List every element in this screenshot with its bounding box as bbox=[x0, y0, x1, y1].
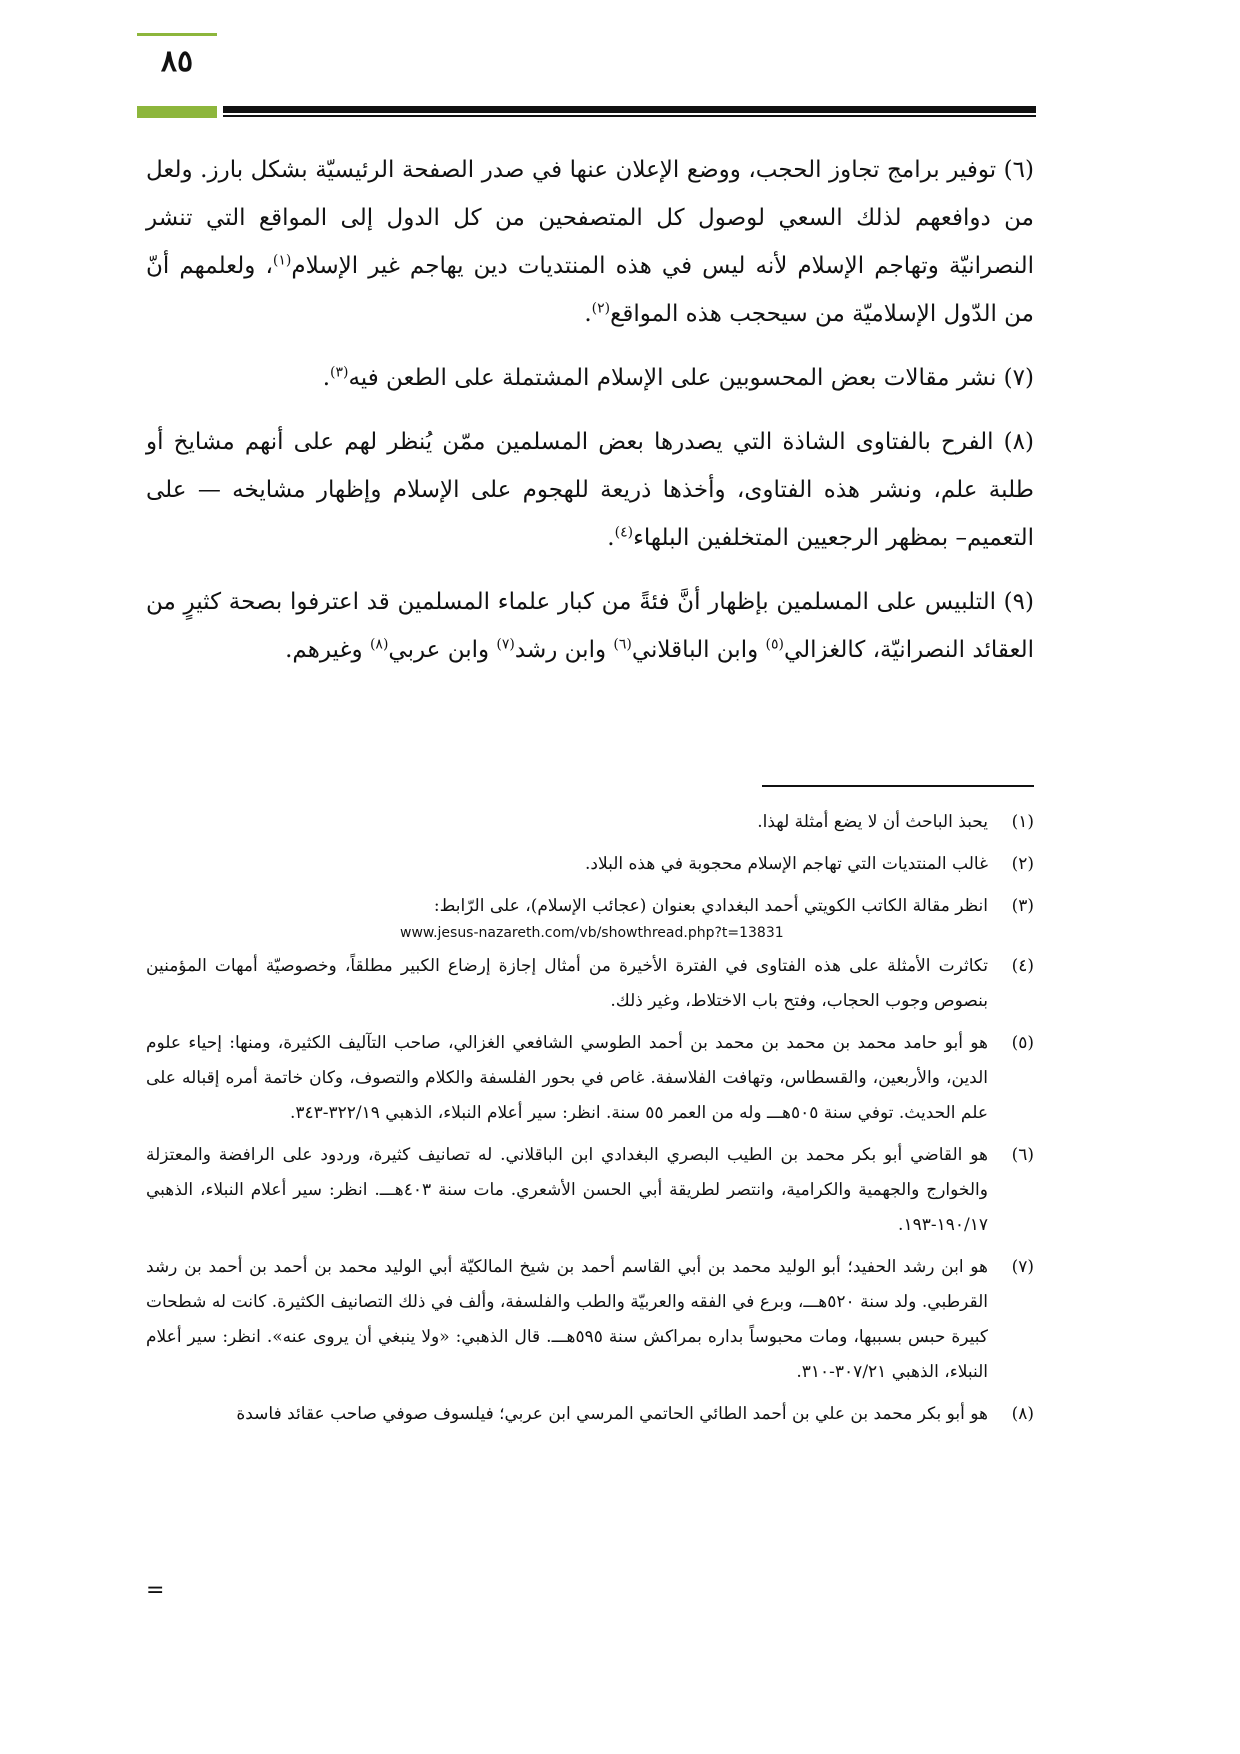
paragraph-6-text: (٦) توفير برامج تجاوز الحجب، ووضع الإعلان عنها في صدر الصفحة الرئيسيّة بشكل بارز. ولعل من دوافعهم لذلك السعي لوصول كل المتصفحين من كل الدول إلى المواقع التي تنشر النصرانيّة وتهاجم الإسلام لأنه ليس في هذه المنتديات دين يهاجم غير الإسلام bbox=[146, 157, 1035, 279]
paragraph-9-part-b: وابن رشد bbox=[514, 637, 614, 663]
footnote-1 bbox=[146, 805, 1034, 840]
footnote-6 bbox=[146, 1138, 1034, 1243]
footnote-number: (٣) bbox=[1011, 896, 1034, 916]
main-text bbox=[146, 146, 1034, 690]
continuation-mark: = bbox=[146, 1578, 165, 1603]
footnote-number: (٤) bbox=[1011, 956, 1034, 976]
footnote-ref-5[interactable]: (٥) bbox=[765, 636, 784, 653]
paragraph-6 bbox=[146, 146, 1034, 338]
footnote-body bbox=[146, 889, 988, 942]
paragraph-9-end: وغيرهم. bbox=[285, 637, 370, 663]
header-accent-top bbox=[137, 33, 217, 36]
header-accent-bottom bbox=[137, 106, 217, 118]
footnote-text: هو أبو بكر محمد بن علي بن أحمد الطائي الحاتمي المرسي ابن عربي؛ فيلسوف صوفي صاحب عقائد فاسدة bbox=[236, 1404, 988, 1424]
paragraph-6-mid: ، ولعلمهم أنّ من الدّول الإسلاميّة من سيحجب هذه المواقع bbox=[146, 253, 1034, 327]
paragraph-9 bbox=[146, 578, 1034, 674]
footnote-text: تكاثرت الأمثلة على هذه الفتاوى في الفترة الأخيرة من أمثال إجازة إرضاع الكبير مطلقاً، وخصوصيّة أمهات المؤمنين بنصوص وجوب الحجاب، وفتح باب الاختلاط، وغير ذلك. bbox=[146, 956, 988, 1011]
footnote-number: (٢) bbox=[1011, 854, 1034, 874]
footnote-link[interactable]: www.jesus-nazareth.com/vb/showthread.php?t=13831 bbox=[400, 925, 784, 941]
footnote-number: (٥) bbox=[1011, 1033, 1034, 1053]
footnote-ref-8[interactable]: (٨) bbox=[369, 636, 389, 653]
paragraph-8-end: . bbox=[607, 525, 615, 551]
footnote-text: غالب المنتديات التي تهاجم الإسلام محجوبة في هذه البلاد. bbox=[584, 854, 988, 874]
paragraph-9-part-a: وابن الباقلاني bbox=[631, 637, 766, 663]
footnote-2 bbox=[146, 847, 1034, 882]
footnotes bbox=[146, 805, 1034, 1439]
header-rule-thin bbox=[223, 115, 1036, 117]
footnote-5 bbox=[146, 1026, 1034, 1131]
footnote-4 bbox=[146, 949, 1034, 1019]
header-rule bbox=[223, 106, 1036, 113]
paragraph-9-text: (٩) التلبيس على المسلمين بإظهار أنَّ فئةً من كبار علماء المسلمين قد اعترفوا بصحة كثيرٍ من العقائد النصرانيّة، كالغزالي bbox=[146, 589, 1034, 663]
footnote-text: هو القاضي أبو بكر محمد بن الطيب البصري البغدادي ابن الباقلاني. له تصانيف كثيرة، وردود على الرافضة والمعتزلة والخوارج والجهمية والكرامية، وانتصر لطريقة أبي الحسن الأشعري. مات سنة ٤٠٣هـــ. انظر: سير أعلام النبلاء، الذهبي ١٩٠/١٧-١٩٣. bbox=[146, 1145, 988, 1235]
paragraph-7-end: . bbox=[322, 365, 330, 391]
footnote-ref-4[interactable]: (٤) bbox=[614, 524, 634, 541]
footnote-number: (٧) bbox=[1011, 1257, 1034, 1277]
footnote-text: يحبذ الباحث أن لا يضع أمثلة لهذا. bbox=[757, 812, 988, 832]
paragraph-8-text: (٨) الفرح بالفتاوى الشاذة التي يصدرها بعض المسلمين ممّن يُنظر لهم على أنهم مشايخ أو طلبة علم، ونشر هذه الفتاوى، وأخذها ذريعة للهجوم على الإسلام وإظهار مشايخه — على التعميم– بمظهر الرجعيين المتخلفين البلهاء bbox=[146, 429, 1034, 551]
page-number: ٨٥ bbox=[160, 44, 194, 79]
footnote-ref-3[interactable]: (٣) bbox=[330, 364, 349, 381]
footnote-separator bbox=[762, 785, 1034, 787]
paragraph-8 bbox=[146, 418, 1034, 562]
footnote-number: (٦) bbox=[1011, 1145, 1034, 1165]
footnote-number: (٨) bbox=[1011, 1404, 1034, 1424]
footnote-7 bbox=[146, 1250, 1034, 1390]
footnote-8 bbox=[146, 1397, 1034, 1432]
footnote-text: هو ابن رشد الحفيد؛ أبو الوليد محمد بن أبي القاسم أحمد بن شيخ المالكيّة أبي الوليد محمد بن أحمد بن أحمد بن رشد القرطبي. ولد سنة ٥٢٠هـــ، وبرع في الفقه والعربيّة والطب والفلسفة، وألف في ذلك التصانيف الكثيرة. كانت له شطحات كبيرة حبس بسببها، ومات محبوساً بداره بمراكش سنة ٥٩٥هـــ. قال الذهبي: «ولا ينبغي أن يروى عنه». انظر: سير أعلام النبلاء، الذهبي ٣٠٧/٢١-٣١٠. bbox=[146, 1257, 988, 1382]
footnote-ref-7[interactable]: (٧) bbox=[496, 636, 515, 653]
footnote-ref-1[interactable]: (١) bbox=[272, 252, 292, 269]
footnote-ref-2[interactable]: (٢) bbox=[591, 300, 611, 317]
paragraph-6-end: . bbox=[584, 301, 592, 327]
paragraph-7 bbox=[146, 354, 1034, 402]
paragraph-7-text: (٧) نشر مقالات بعض المحسوبين على الإسلام المشتملة على الطعن فيه bbox=[348, 365, 1034, 391]
footnote-ref-6[interactable]: (٦) bbox=[613, 636, 632, 653]
footnote-number: (١) bbox=[1011, 812, 1034, 832]
footnote-text: انظر مقالة الكاتب الكويتي أحمد البغدادي بعنوان (عجائب الإسلام)، على الرّابط: bbox=[433, 896, 988, 916]
footnote-3 bbox=[146, 889, 1034, 942]
paragraph-9-part-c: وابن عربي bbox=[388, 637, 497, 663]
footnote-text: هو أبو حامد محمد بن محمد بن محمد بن أحمد الطوسي الشافعي الغزالي، صاحب التآليف الكثيرة، ومنها: إحياء علوم الدين، والأربعين، والقسطاس، وتهافت الفلاسفة. غاص في بحور الفلسفة والكلام والتصوف، وكان خاتمة أمره إقباله على علم الحديث. توفي سنة ٥٠٥هـــ وله من العمر ٥٥ سنة. انظر: سير أعلام النبلاء، الذهبي ٣٢٢/١٩-٣٤٣. bbox=[146, 1033, 988, 1123]
